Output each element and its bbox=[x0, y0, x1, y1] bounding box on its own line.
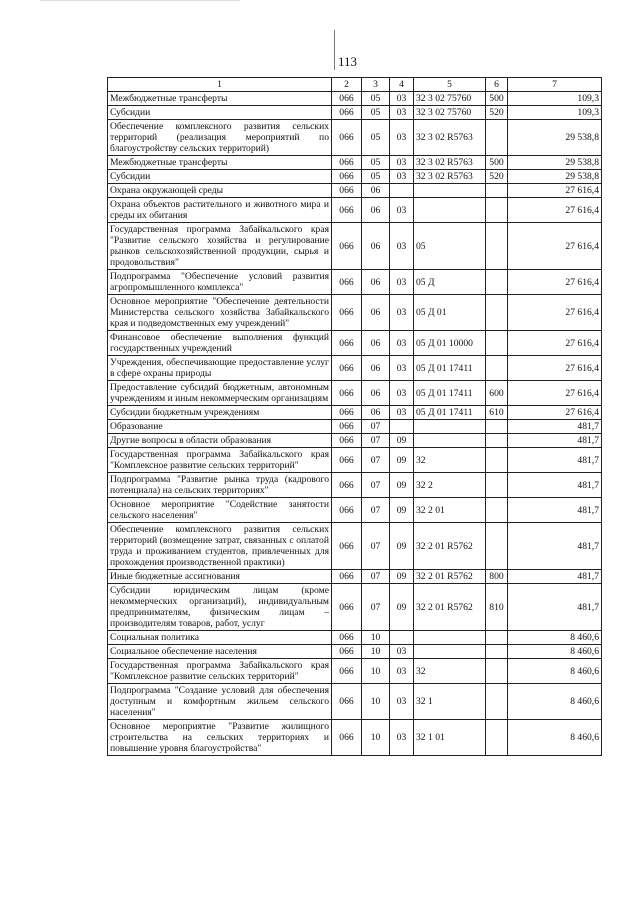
subsection-cell: 09 bbox=[390, 523, 414, 570]
target-article-cell: 32 3 02 R5763 bbox=[414, 170, 486, 184]
row-name-cell: Иные бюджетные ассигнования bbox=[108, 570, 332, 584]
section-cell: 10 bbox=[362, 720, 390, 756]
subsection-cell bbox=[390, 184, 414, 198]
expense-type-cell: 610 bbox=[486, 406, 508, 420]
section-cell: 05 bbox=[362, 170, 390, 184]
amount-cell: 481,7 bbox=[508, 448, 602, 473]
amount-cell: 8 460,6 bbox=[508, 684, 602, 720]
admin-code-cell: 066 bbox=[332, 170, 362, 184]
subsection-cell: 09 bbox=[390, 498, 414, 523]
row-name-cell: Образование bbox=[108, 420, 332, 434]
amount-cell: 109,3 bbox=[508, 106, 602, 120]
admin-code-cell: 066 bbox=[332, 498, 362, 523]
subsection-cell: 03 bbox=[390, 356, 414, 381]
target-article-cell: 05 Д 01 17411 bbox=[414, 356, 486, 381]
amount-cell: 29 538,8 bbox=[508, 120, 602, 156]
row-name-cell: Предоставление субсидий бюджетным, автономным учреждениям и иным некоммерческим организациям bbox=[108, 381, 332, 406]
section-cell: 06 bbox=[362, 223, 390, 270]
row-name-cell: Социальное обеспечение населения bbox=[108, 645, 332, 659]
subsection-cell: 03 bbox=[390, 406, 414, 420]
table-row bbox=[108, 473, 602, 498]
admin-code-cell: 066 bbox=[332, 120, 362, 156]
row-name-cell: Подпрограмма "Обеспечение условий развития агропромышленного комплекса" bbox=[108, 270, 332, 295]
table-row bbox=[108, 659, 602, 684]
table-row bbox=[108, 434, 602, 448]
column-header: 7 bbox=[508, 78, 602, 92]
admin-code-cell: 066 bbox=[332, 406, 362, 420]
section-cell: 07 bbox=[362, 523, 390, 570]
table-row bbox=[108, 156, 602, 170]
column-header: 2 bbox=[332, 78, 362, 92]
section-cell: 06 bbox=[362, 198, 390, 223]
amount-cell: 27 616,4 bbox=[508, 223, 602, 270]
row-name-cell: Субсидии юридическим лицам (кроме некоммерческих организаций), индивидуальным предпринимателям, физическим лицам – производителям товаров, работ, услуг bbox=[108, 584, 332, 631]
admin-code-cell: 066 bbox=[332, 270, 362, 295]
row-name-cell: Обеспечение комплексного развития сельских территорий (возмещение затрат, связанных с оплатой труда и проживанием студентов, привлеченных для прохождения производственной практики) bbox=[108, 523, 332, 570]
expense-type-cell bbox=[486, 420, 508, 434]
admin-code-cell: 066 bbox=[332, 156, 362, 170]
amount-cell: 109,3 bbox=[508, 92, 602, 106]
expense-type-cell bbox=[486, 448, 508, 473]
subsection-cell: 03 bbox=[390, 198, 414, 223]
table-row bbox=[108, 684, 602, 720]
section-cell: 06 bbox=[362, 295, 390, 331]
expense-type-cell: 600 bbox=[486, 381, 508, 406]
admin-code-cell: 066 bbox=[332, 684, 362, 720]
expense-type-cell bbox=[486, 631, 508, 645]
admin-code-cell: 066 bbox=[332, 331, 362, 356]
expense-type-cell bbox=[486, 223, 508, 270]
admin-code-cell: 066 bbox=[332, 720, 362, 756]
row-name-cell: Финансовое обеспечение выполнения функций государственных учреждений bbox=[108, 331, 332, 356]
expense-type-cell bbox=[486, 473, 508, 498]
expense-type-cell bbox=[486, 720, 508, 756]
target-article-cell: 32 bbox=[414, 659, 486, 684]
amount-cell: 27 616,4 bbox=[508, 270, 602, 295]
target-article-cell bbox=[414, 631, 486, 645]
admin-code-cell: 066 bbox=[332, 184, 362, 198]
admin-code-cell: 066 bbox=[332, 356, 362, 381]
subsection-cell: 03 bbox=[390, 331, 414, 356]
admin-code-cell: 066 bbox=[332, 645, 362, 659]
expense-type-cell bbox=[486, 684, 508, 720]
subsection-cell: 03 bbox=[390, 659, 414, 684]
section-cell: 10 bbox=[362, 631, 390, 645]
section-cell: 06 bbox=[362, 184, 390, 198]
target-article-cell bbox=[414, 645, 486, 659]
table-row bbox=[108, 570, 602, 584]
table-row bbox=[108, 295, 602, 331]
row-name-cell: Субсидии bbox=[108, 170, 332, 184]
target-article-cell: 32 2 01 R5762 bbox=[414, 523, 486, 570]
amount-cell: 27 616,4 bbox=[508, 356, 602, 381]
row-name-cell: Субсидии бюджетным учреждениям bbox=[108, 406, 332, 420]
table-row bbox=[108, 645, 602, 659]
amount-cell: 27 616,4 bbox=[508, 406, 602, 420]
admin-code-cell: 066 bbox=[332, 295, 362, 331]
table-row bbox=[108, 198, 602, 223]
target-article-cell: 05 Д bbox=[414, 270, 486, 295]
expense-type-cell bbox=[486, 120, 508, 156]
section-cell: 05 bbox=[362, 92, 390, 106]
expense-type-cell: 810 bbox=[486, 584, 508, 631]
target-article-cell: 05 Д 01 17411 bbox=[414, 406, 486, 420]
admin-code-cell: 066 bbox=[332, 420, 362, 434]
amount-cell: 481,7 bbox=[508, 473, 602, 498]
target-article-cell: 32 2 01 bbox=[414, 498, 486, 523]
amount-cell: 481,7 bbox=[508, 434, 602, 448]
subsection-cell: 03 bbox=[390, 120, 414, 156]
column-header: 6 bbox=[486, 78, 508, 92]
expense-type-cell bbox=[486, 356, 508, 381]
table-row bbox=[108, 498, 602, 523]
subsection-cell: 03 bbox=[390, 381, 414, 406]
amount-cell: 29 538,8 bbox=[508, 156, 602, 170]
amount-cell: 27 616,4 bbox=[508, 381, 602, 406]
table-row bbox=[108, 406, 602, 420]
amount-cell: 481,7 bbox=[508, 584, 602, 631]
section-cell: 07 bbox=[362, 420, 390, 434]
admin-code-cell: 066 bbox=[332, 434, 362, 448]
admin-code-cell: 066 bbox=[332, 584, 362, 631]
section-cell: 10 bbox=[362, 659, 390, 684]
table-row bbox=[108, 448, 602, 473]
section-cell: 06 bbox=[362, 356, 390, 381]
amount-cell: 8 460,6 bbox=[508, 645, 602, 659]
scan-edge-mark bbox=[40, 0, 240, 1]
amount-cell: 27 616,4 bbox=[508, 198, 602, 223]
expense-type-cell bbox=[486, 295, 508, 331]
subsection-cell: 03 bbox=[390, 106, 414, 120]
section-cell: 10 bbox=[362, 645, 390, 659]
row-name-cell: Подпрограмма "Развитие рынка труда (кадрового потенциала) на сельских территориях" bbox=[108, 473, 332, 498]
amount-cell: 8 460,6 bbox=[508, 659, 602, 684]
table-row bbox=[108, 331, 602, 356]
column-header: 4 bbox=[390, 78, 414, 92]
subsection-cell: 03 bbox=[390, 684, 414, 720]
column-header: 5 bbox=[414, 78, 486, 92]
table-row bbox=[108, 584, 602, 631]
target-article-cell: 05 Д 01 10000 bbox=[414, 331, 486, 356]
expense-type-cell bbox=[486, 523, 508, 570]
table-row bbox=[108, 184, 602, 198]
section-cell: 06 bbox=[362, 270, 390, 295]
subsection-cell bbox=[390, 631, 414, 645]
expense-type-cell bbox=[486, 434, 508, 448]
subsection-cell: 03 bbox=[390, 645, 414, 659]
subsection-cell: 03 bbox=[390, 156, 414, 170]
table-row bbox=[108, 92, 602, 106]
table-row bbox=[108, 170, 602, 184]
amount-cell: 481,7 bbox=[508, 523, 602, 570]
row-name-cell: Обеспечение комплексного развития сельских территорий (реализация мероприятий по благоустройству сельских территорий) bbox=[108, 120, 332, 156]
admin-code-cell: 066 bbox=[332, 570, 362, 584]
target-article-cell bbox=[414, 434, 486, 448]
expense-type-cell: 500 bbox=[486, 156, 508, 170]
section-cell: 05 bbox=[362, 120, 390, 156]
row-name-cell: Государственная программа Забайкальского края "Комплексное развитие сельских территорий" bbox=[108, 659, 332, 684]
subsection-cell: 03 bbox=[390, 270, 414, 295]
section-cell: 06 bbox=[362, 406, 390, 420]
row-name-cell: Государственная программа Забайкальского края "Комплексное развитие сельских территорий" bbox=[108, 448, 332, 473]
table-row bbox=[108, 120, 602, 156]
admin-code-cell: 066 bbox=[332, 523, 362, 570]
target-article-cell: 32 2 01 R5762 bbox=[414, 584, 486, 631]
row-name-cell: Основное мероприятие "Содействие занятости сельского населения" bbox=[108, 498, 332, 523]
target-article-cell: 32 bbox=[414, 448, 486, 473]
admin-code-cell: 066 bbox=[332, 473, 362, 498]
target-article-cell: 32 2 bbox=[414, 473, 486, 498]
subsection-cell: 09 bbox=[390, 584, 414, 631]
row-name-cell: Государственная программа Забайкальского края "Развитие сельского хозяйства и регулирование рынков сельскохозяйственной продукции, сырья и продовольствия" bbox=[108, 223, 332, 270]
expense-type-cell bbox=[486, 331, 508, 356]
section-cell: 06 bbox=[362, 331, 390, 356]
table-row bbox=[108, 270, 602, 295]
page-center-line bbox=[334, 30, 335, 70]
amount-cell: 481,7 bbox=[508, 498, 602, 523]
expense-type-cell: 500 bbox=[486, 92, 508, 106]
amount-cell: 481,7 bbox=[508, 570, 602, 584]
admin-code-cell: 066 bbox=[332, 106, 362, 120]
subsection-cell: 09 bbox=[390, 434, 414, 448]
target-article-cell bbox=[414, 420, 486, 434]
section-cell: 07 bbox=[362, 584, 390, 631]
row-name-cell: Охрана объектов растительного и животного мира и среды их обитания bbox=[108, 198, 332, 223]
section-cell: 07 bbox=[362, 448, 390, 473]
target-article-cell: 32 3 02 75760 bbox=[414, 106, 486, 120]
target-article-cell: 32 1 01 bbox=[414, 720, 486, 756]
subsection-cell: 09 bbox=[390, 570, 414, 584]
column-header: 3 bbox=[362, 78, 390, 92]
table-row bbox=[108, 223, 602, 270]
section-cell: 07 bbox=[362, 570, 390, 584]
table-row bbox=[108, 420, 602, 434]
admin-code-cell: 066 bbox=[332, 223, 362, 270]
page-number: 113 bbox=[338, 54, 358, 69]
amount-cell: 29 538,8 bbox=[508, 170, 602, 184]
amount-cell: 27 616,4 bbox=[508, 295, 602, 331]
subsection-cell: 09 bbox=[390, 448, 414, 473]
row-name-cell: Межбюджетные трансферты bbox=[108, 92, 332, 106]
subsection-cell: 03 bbox=[390, 295, 414, 331]
amount-cell: 27 616,4 bbox=[508, 331, 602, 356]
admin-code-cell: 066 bbox=[332, 92, 362, 106]
subsection-cell: 09 bbox=[390, 473, 414, 498]
section-cell: 05 bbox=[362, 106, 390, 120]
expense-type-cell bbox=[486, 270, 508, 295]
amount-cell: 8 460,6 bbox=[508, 720, 602, 756]
row-name-cell: Другие вопросы в области образования bbox=[108, 434, 332, 448]
target-article-cell: 32 1 bbox=[414, 684, 486, 720]
target-article-cell: 05 bbox=[414, 223, 486, 270]
expense-type-cell bbox=[486, 645, 508, 659]
row-name-cell: Социальная политика bbox=[108, 631, 332, 645]
table-row bbox=[108, 381, 602, 406]
table-row bbox=[108, 356, 602, 381]
expense-type-cell bbox=[486, 184, 508, 198]
target-article-cell: 05 Д 01 17411 bbox=[414, 381, 486, 406]
row-name-cell: Охрана окружающей среды bbox=[108, 184, 332, 198]
row-name-cell: Субсидии bbox=[108, 106, 332, 120]
row-name-cell: Подпрограмма "Создание условий для обеспечения доступным и комфортным жильем сельского населения" bbox=[108, 684, 332, 720]
section-cell: 10 bbox=[362, 684, 390, 720]
expense-type-cell bbox=[486, 498, 508, 523]
admin-code-cell: 066 bbox=[332, 659, 362, 684]
table-row bbox=[108, 631, 602, 645]
section-cell: 07 bbox=[362, 498, 390, 523]
target-article-cell bbox=[414, 184, 486, 198]
subsection-cell: 03 bbox=[390, 92, 414, 106]
table-header-row bbox=[108, 78, 602, 92]
amount-cell: 27 616,4 bbox=[508, 184, 602, 198]
target-article-cell: 32 3 02 75760 bbox=[414, 92, 486, 106]
target-article-cell: 32 2 01 R5762 bbox=[414, 570, 486, 584]
subsection-cell: 03 bbox=[390, 223, 414, 270]
expense-type-cell bbox=[486, 198, 508, 223]
section-cell: 05 bbox=[362, 156, 390, 170]
admin-code-cell: 066 bbox=[332, 198, 362, 223]
section-cell: 06 bbox=[362, 381, 390, 406]
amount-cell: 481,7 bbox=[508, 420, 602, 434]
admin-code-cell: 066 bbox=[332, 631, 362, 645]
expense-type-cell bbox=[486, 659, 508, 684]
expense-type-cell: 520 bbox=[486, 170, 508, 184]
table-row bbox=[108, 523, 602, 570]
row-name-cell: Межбюджетные трансферты bbox=[108, 156, 332, 170]
table-row bbox=[108, 106, 602, 120]
target-article-cell: 05 Д 01 bbox=[414, 295, 486, 331]
row-name-cell: Основное мероприятие "Обеспечение деятельности Министерства сельского хозяйства Забайкальского края и подведомственных ему учреждений" bbox=[108, 295, 332, 331]
section-cell: 07 bbox=[362, 434, 390, 448]
row-name-cell: Учреждения, обеспечивающие предоставление услуг в сфере охраны природы bbox=[108, 356, 332, 381]
subsection-cell: 03 bbox=[390, 720, 414, 756]
admin-code-cell: 066 bbox=[332, 448, 362, 473]
section-cell: 07 bbox=[362, 473, 390, 498]
target-article-cell: 32 3 02 R5763 bbox=[414, 120, 486, 156]
expense-type-cell: 520 bbox=[486, 106, 508, 120]
subsection-cell bbox=[390, 420, 414, 434]
column-header: 1 bbox=[108, 78, 332, 92]
row-name-cell: Основное мероприятие "Развитие жилищного строительства на сельских территориях и повышение уровня благоустройства" bbox=[108, 720, 332, 756]
amount-cell: 8 460,6 bbox=[508, 631, 602, 645]
table-row bbox=[108, 720, 602, 756]
admin-code-cell: 066 bbox=[332, 381, 362, 406]
budget-table bbox=[107, 77, 602, 756]
target-article-cell: 32 3 02 R5763 bbox=[414, 156, 486, 170]
subsection-cell: 03 bbox=[390, 170, 414, 184]
expense-type-cell: 800 bbox=[486, 570, 508, 584]
target-article-cell bbox=[414, 198, 486, 223]
